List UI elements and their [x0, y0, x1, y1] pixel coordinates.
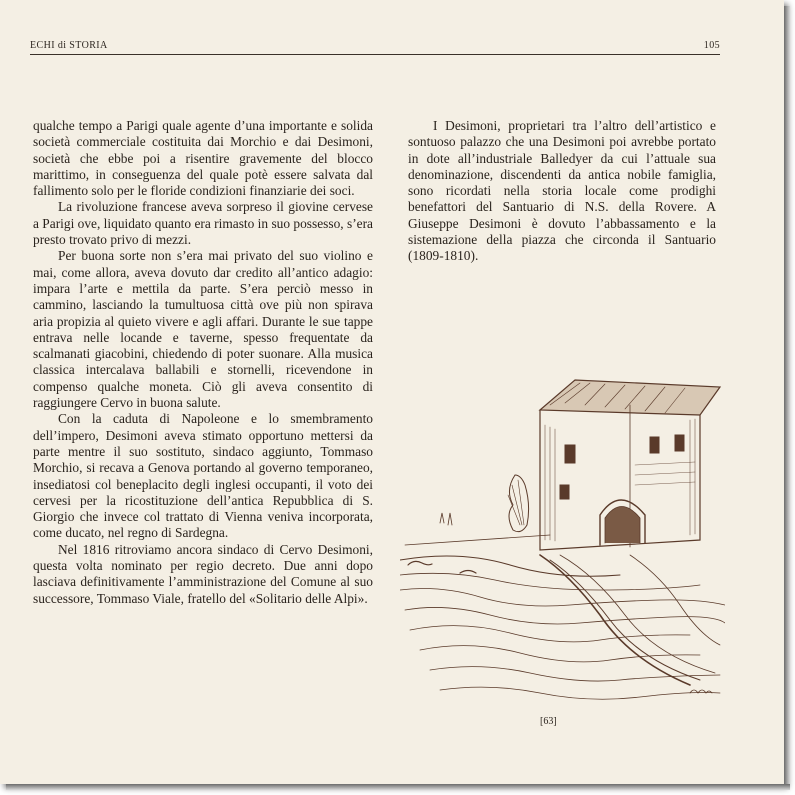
- left-text-column: [33, 118, 373, 607]
- header-rule: [30, 54, 720, 55]
- paragraph: Con la caduta di Napoleone e lo smembramento dell’impero, Desimoni aveva stimato opportuno mettersi da parte mentre il suo sostituto, sindaco aggiunto, Tommaso Morchio, si recava a Genova portando al governo temporaneo, insediatosi col beneplacito degli inglesi occupanti, il voto dei cervesi per la ricostituzione dell’antica Repubblica di S. Giorgio che invece col trattato di Vienna veniva incorporata, come ducato, nel regno di Sardegna.: [33, 411, 373, 541]
- paragraph: qualche tempo a Parigi quale agente d’una importante e solida società commerciale costituita dai Morchio e dai Desimoni, società che ebbe poi a risentire gravemente del blocco marittimo, in conseguenza del quale potè essere salvata dal fallimento solo per le floride condizioni finanziarie dei soci.: [33, 118, 373, 199]
- paragraph: La rivoluzione francese aveva sorpreso il giovine cervese a Parigi ove, liquidato quanto era rimasto in suo possesso, s’era presto trovato privo di mezzi.: [33, 199, 373, 248]
- running-head-title: ECHI di STORIA: [30, 40, 108, 51]
- page-number: 105: [703, 40, 720, 51]
- page-shadow-right: [784, 6, 790, 788]
- illustration-caption: [63]: [540, 716, 557, 727]
- ink-drawing-illustration: [400, 375, 725, 705]
- page-shadow-bottom: [6, 784, 790, 790]
- paragraph: I Desimoni, proprietari tra l’altro dell’artistico e sontuoso palazzo che una Desimoni poi avrebbe portato in dote all’industriale Balledyer da cui l’attuale sua denominazione, discendenti da antica nobile famiglia, sono ricordati nella storia locale come prodighi benefattori del Santuario di N.S. della Rovere. A Giuseppe Desimoni è dovuto l’abbassamento e la sistemazione della piazza che circonda il Santuario (1809-1810).: [408, 118, 716, 264]
- paragraph: Nel 1816 ritroviamo ancora sindaco di Cervo Desimoni, questa volta nominato per regio decreto. Due anni dopo lasciava definitivamente l’amministrazione del Comune al suo successore, Tommaso Viale, fratello del «Solitario delle Alpi».: [33, 541, 373, 606]
- paragraph: Per buona sorte non s’era mai privato del suo violino e mai, come allora, aveva dovuto dar credito all’antico adagio: impara l’arte e mettila da parte. S’era perciò messo in cammino, lasciando la tumultuosa città ove più non spirava aria propizia al quieto vivere e agli affari. Durante le sue tappe entrava nelle locande e taverne, spesso frequentate da scalmanati giacobini, chiedendo di poter suonare. Alla musica classica intercalava ballabili e stornelli, ricevendone in compenso qualche moneta. Ciò gli aveva consentito di raggiungere Cervo in buona salute.: [33, 248, 373, 411]
- right-text-column: [408, 118, 716, 265]
- running-head: [30, 40, 720, 51]
